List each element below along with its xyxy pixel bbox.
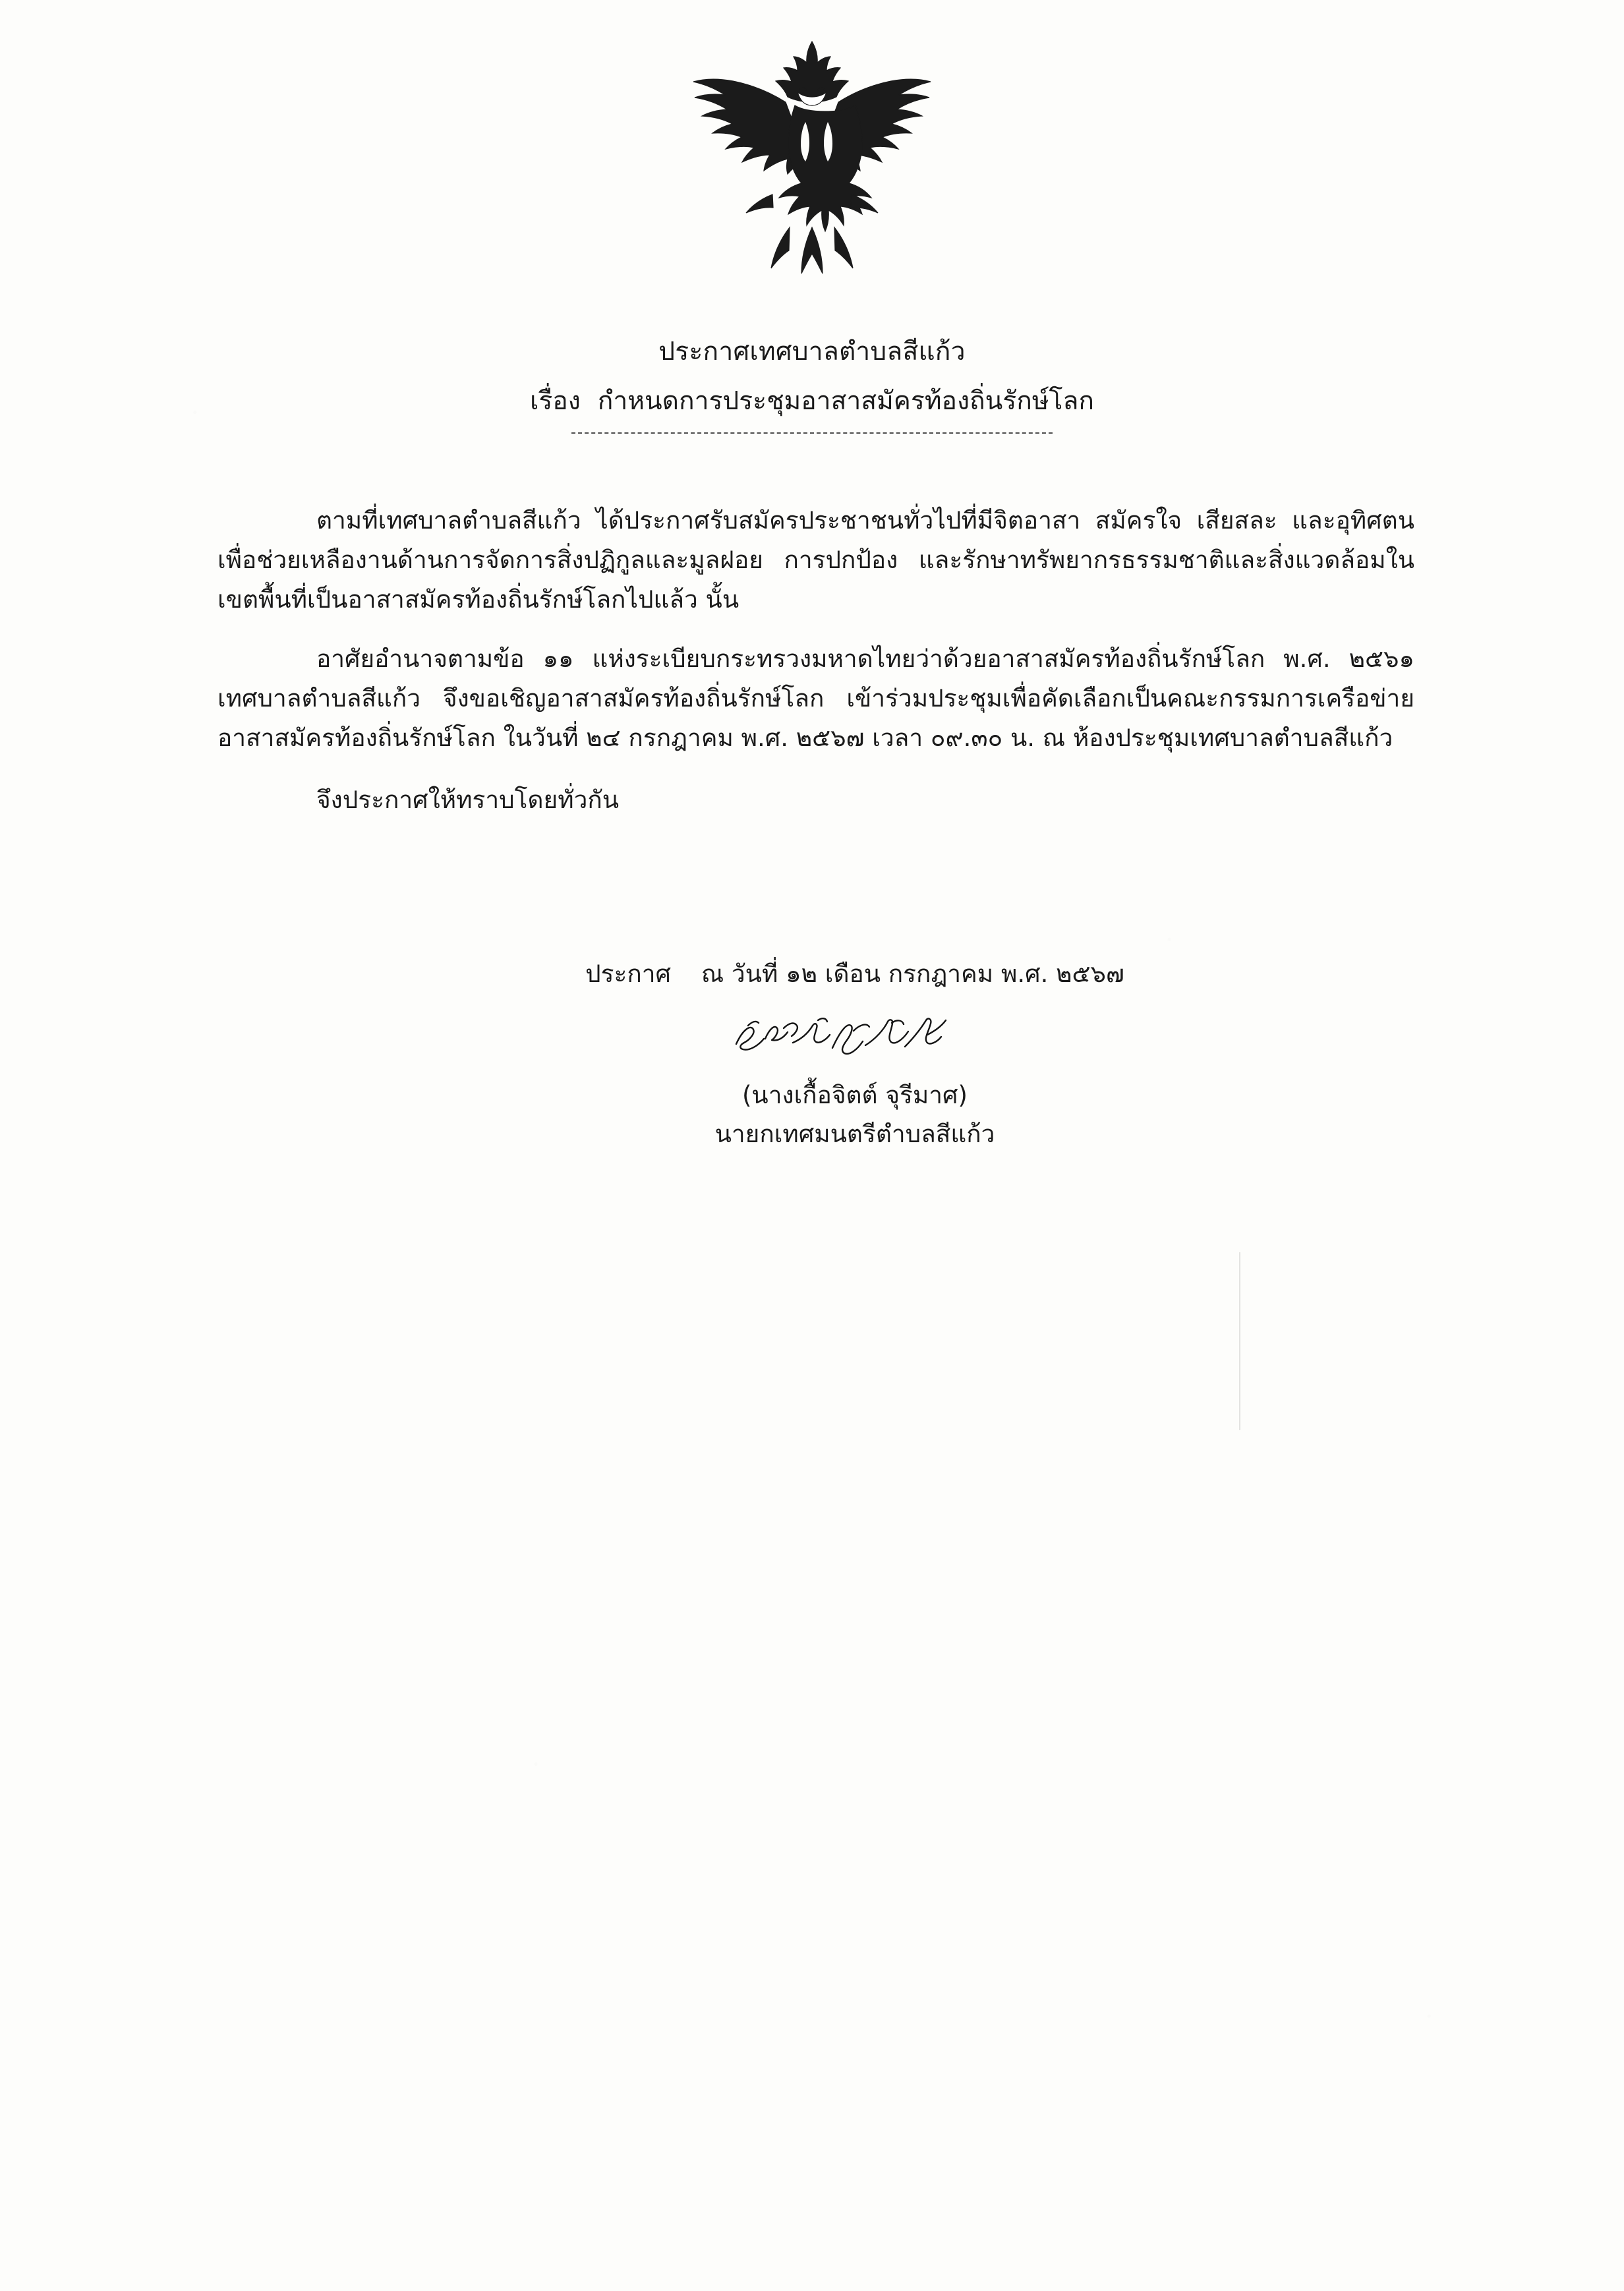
paragraph-2: อาศัยอำนาจตามข้อ ๑๑ แห่งระเบียบกระทรวงมหาดไทยว่าด้วยอาสาสมัครท้องถิ่นรักษ์โลก พ.ศ. ๒๕๖๑ เทศบาลตำบลสีแก้ว จึงขอเชิญอาสาสมัครท้องถิ่นรักษ์โลก เข้าร่วมประชุมเพื่อคัดเลือกเป็นคณะกรรมการเครือข่ายอาสาสมัครท้องถิ่นรักษ์โลก ในวันที่ ๒๔ กรกฎาคม พ.ศ. ๒๕๖๗ เวลา ๐๙.๓๐ น. ณ ห้องประชุมเทศบาลตำบลสีแก้ว <box>218 644 1414 752</box>
dateline-year: ๒๕๖๗ <box>1056 960 1124 988</box>
dateline-announce-word: ประกาศ <box>585 960 672 988</box>
dateline-day: ๑๒ <box>786 960 818 988</box>
dateline-month-word: เดือน <box>825 960 881 988</box>
dateline-day-word: วันที่ <box>731 960 778 988</box>
dateline-at-word: ณ <box>701 960 724 988</box>
subject-label: เรื่อง <box>530 386 581 416</box>
signature-block <box>0 1008 1624 1153</box>
signer-title: นายกเทศมนตรีตำบลสีแก้ว <box>714 1120 995 1149</box>
document-heading <box>0 333 1624 434</box>
dateline-year-word: พ.ศ. <box>1000 960 1049 988</box>
announcement-subject-line <box>0 382 1624 421</box>
handwritten-signature <box>710 1008 1000 1072</box>
garuda-emblem <box>674 30 950 300</box>
signer-name: (นางเกื้อจิตต์ จุรีมาศ) <box>742 1081 968 1109</box>
scan-artifact <box>1239 1252 1240 1430</box>
document-body <box>218 501 1414 819</box>
announcement-title: ประกาศเทศบาลตำบลสีแก้ว <box>658 337 966 366</box>
heading-divider <box>571 432 1053 434</box>
dateline-month: กรกฎาคม <box>888 960 994 988</box>
closing-statement: จึงประกาศให้ทราบโดยทั่วกัน <box>316 785 620 814</box>
paragraph-1: ตามที่เทศบาลตำบลสีแก้ว ได้ประกาศรับสมัครประชาชนทั่วไปที่มีจิตอาสา สมัครใจ เสียสละ และอุทิศตน เพื่อช่วยเหลืองานด้านการจัดการสิ่งปฏิกูลและมูลฝอย การปกป้อง และรักษาทรัพยากรธรรมชาติและสิ่งแวดล้อมในเขตพื้นที่เป็นอาสาสมัครท้องถิ่นรักษ์โลกไปแล้ว นั้น <box>218 506 1414 614</box>
dateline <box>0 954 1624 993</box>
subject-text: กำหนดการประชุมอาสาสมัครท้องถิ่นรักษ์โลก <box>597 386 1094 416</box>
